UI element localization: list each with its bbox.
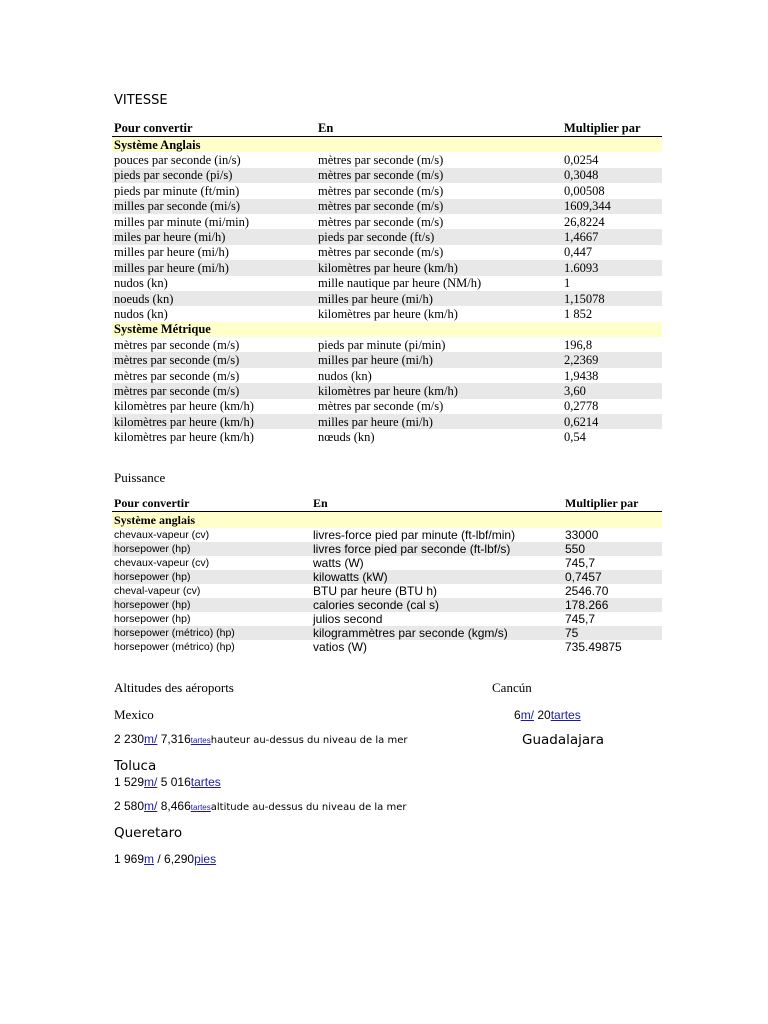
mexico-altitude: 2 230m/ 7,316tarteshauteur au-dessus du niveau de la mer [114,732,408,746]
column-header: Pour convertir [112,495,311,512]
table-cell: chevaux-vapeur (cv) [114,556,210,569]
queretaro-altitude: 1 969m / 6,290pies [114,852,217,866]
table-cell: nudos (kn) [318,368,372,383]
table-cell: milles par heure (mi/h) [112,260,316,275]
table-cell: milles par heure (mi/h) [316,414,562,429]
guadalajara-label: Guadalajara [522,732,605,748]
table-cell: nudos (kn) [114,276,168,291]
table-row [112,260,662,275]
meters-link[interactable]: m/ [144,775,158,789]
toluca-label: Toluca [114,758,157,774]
table-cell: horsepower (métrico) (hp) [114,640,235,653]
table-cell: kilomètres par heure (km/h) [318,306,458,321]
table-cell: calories seconde (cal s) [311,598,563,612]
power-title: Puissance [114,470,166,485]
section-row [112,512,662,529]
table-header [112,120,662,137]
table-cell: 0,2778 [564,399,599,414]
table-cell: pouces par seconde (in/s) [114,153,241,168]
table-row [112,383,662,398]
table-cell: 0,0254 [564,153,599,168]
table-row [112,570,662,584]
column-header: En [316,120,562,137]
table-cell: mètres par seconde (m/s) [318,153,444,168]
cancun-altitude: 6m/ 20tartes [514,708,581,722]
table-row [112,368,662,383]
table-cell: 196,8 [564,337,593,352]
table-row [112,352,662,367]
table-cell: horsepower (hp) [112,542,311,556]
table-row [112,291,662,306]
table-cell: pieds par seconde (ft/s) [316,229,562,244]
feet-link[interactable]: pies [194,852,217,866]
table-cell: 0,6214 [562,414,662,429]
table-cell: kilomètres par heure (km/h) [316,383,562,398]
feet-link[interactable]: tartes [550,708,581,722]
table-row [112,429,662,444]
guadalajara-altitude: 2 580m/ 8,466tartesaltitude au-dessus du niveau de la mer [114,799,407,813]
table-cell: 735.49875 [565,639,622,654]
table-cell: 1 852 [564,306,593,321]
section-title: Système Métrique [112,322,662,337]
table-cell: milles par minute (mi/min) [114,214,250,229]
table-cell: chevaux-vapeur (cv) [114,528,210,541]
table-row [112,626,662,640]
cancun-label: Cancún [492,680,532,695]
table-cell: nœuds (kn) [318,430,375,445]
table-row [112,183,662,198]
meters-link[interactable]: m [144,852,155,866]
table-cell: kilogrammètres par seconde (kgm/s) [311,626,563,640]
table-row [112,276,662,291]
table-cell: 1,15078 [562,291,662,306]
column-header: Multiplier par [563,495,662,512]
table-cell: 550 [563,542,662,556]
table-cell: 1609,344 [562,199,662,214]
table-cell: milles par seconde (mi/s) [112,199,316,214]
column-header: Multiplier par [562,120,662,137]
table-cell: kilowatts (kW) [311,570,563,584]
feet-link[interactable]: tartes [190,775,221,789]
table-cell: 0,00508 [564,183,605,198]
table-cell: mètres par seconde (m/s) [316,199,562,214]
table-row [112,528,662,542]
table-cell: 0,447 [564,245,593,260]
table-cell: julios second [313,611,383,626]
table-cell: 0,7457 [563,570,662,584]
table-header [112,495,662,512]
table-row [112,414,662,429]
table-row [112,337,662,352]
table-cell: milles par heure (mi/h) [114,245,229,260]
table-row [112,214,662,229]
table-row [112,556,662,570]
table-cell: 0,54 [564,430,586,445]
table-cell: vatios (W) [313,639,367,654]
section-title: Système Anglais [112,137,662,153]
table-cell: BTU par heure (BTU h) [313,583,438,598]
table-cell: 1.6093 [562,260,662,275]
speed-table [112,120,662,445]
table-cell: kilomètres par heure (km/h) [316,260,562,275]
table-row [112,640,662,654]
section-row [112,137,662,153]
table-cell: noeuds (kn) [112,291,316,306]
table-cell: milles par heure (mi/h) [316,352,562,367]
table-cell: 745,7 [565,611,596,626]
section-title: Système anglais [112,512,662,529]
table-cell: pieds par minute (pi/min) [318,337,446,352]
meters-link[interactable]: m/ [144,799,158,813]
table-row [112,399,662,414]
table-cell: 3,60 [562,383,662,398]
table-cell: pieds par minute (ft/min) [114,183,240,198]
table-cell: kilomètres par heure (km/h) [112,414,316,429]
table-cell: 1,9438 [564,368,599,383]
table-cell: livres-force pied par minute (ft-lbf/min) [313,527,516,542]
table-cell: mètres par seconde (m/s) [112,383,316,398]
table-cell: pieds par seconde (pi/s) [112,168,316,183]
table-cell: livres force pied par seconde (ft-lbf/s) [311,542,563,556]
table-row [112,168,662,183]
table-cell: horsepower (hp) [112,570,311,584]
table-cell: miles par heure (mi/h) [112,229,316,244]
table-cell: 745,7 [565,555,596,570]
table-row [112,598,662,612]
mexico-label: Mexico [114,707,154,722]
feet-link[interactable]: tartes [190,736,211,745]
table-row [112,199,662,214]
table-cell: mètres par seconde (m/s) [316,168,562,183]
table-cell: mètres par seconde (m/s) [112,352,316,367]
table-cell: watts (W) [313,555,364,570]
column-header: En [311,495,563,512]
column-header: Pour convertir [112,120,316,137]
table-cell: mètres par seconde (m/s) [114,337,240,352]
table-row [112,152,662,167]
table-cell: cheval-vapeur (cv) [114,584,201,597]
table-cell: 33000 [565,527,599,542]
table-cell: mètres par seconde (m/s) [318,214,444,229]
table-cell: 26,8224 [564,214,605,229]
table-cell: mètres par seconde (m/s) [318,245,444,260]
table-row [112,612,662,626]
table-cell: mille nautique par heure (NM/h) [318,276,482,291]
table-row [112,306,662,321]
table-cell: mètres par seconde (m/s) [114,368,240,383]
table-cell: horsepower (hp) [114,612,191,625]
table-cell: 1,4667 [562,229,662,244]
table-cell: 2,2369 [562,352,662,367]
section-row [112,322,662,337]
table-cell: mètres par seconde (m/s) [318,399,444,414]
queretaro-label: Queretaro [114,825,183,841]
table-cell: 178.266 [563,598,662,612]
table-cell: 2546.70 [565,583,609,598]
airports-title: Altitudes des aéroports [114,680,234,695]
meters-link[interactable]: m/ [144,732,158,746]
table-row [112,245,662,260]
table-cell: milles par heure (mi/h) [316,291,562,306]
speed-title: VITESSE [114,93,168,108]
power-table [112,495,662,654]
table-cell: 0,3048 [562,168,662,183]
table-row [112,584,662,598]
table-cell: mètres par seconde (m/s) [318,183,444,198]
table-row [112,542,662,556]
table-cell: kilomètres par heure (km/h) [114,430,254,445]
table-row [112,229,662,244]
table-cell: nudos (kn) [114,306,168,321]
feet-link[interactable]: tartes [190,803,211,812]
meters-link[interactable]: m/ [520,708,535,722]
table-cell: horsepower (hp) [112,598,311,612]
table-cell: horsepower (métrico) (hp) [112,626,311,640]
table-cell: kilomètres par heure (km/h) [114,399,254,414]
table-cell: 1 [564,276,571,291]
toluca-altitude: 1 529m/ 5 016tartes [114,775,221,789]
table-cell: 75 [563,626,662,640]
